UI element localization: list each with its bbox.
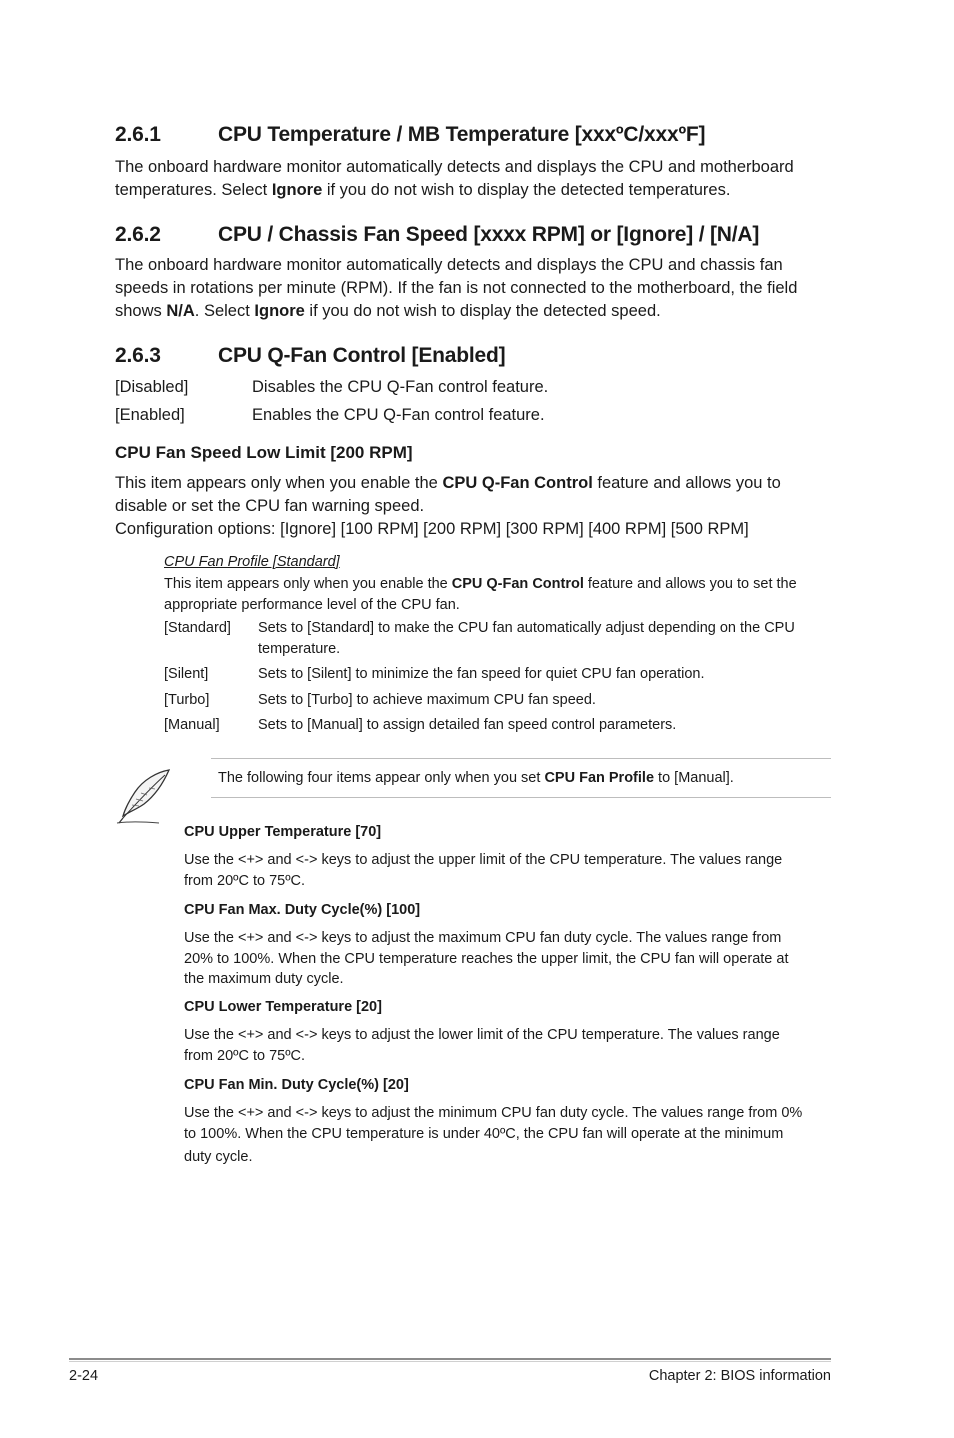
option-desc: Sets to [Standard] to make the CPU fan automatically adjust depending on the CPU temperature.	[258, 620, 795, 657]
body-line: disable or set the CPU fan warning speed.	[115, 497, 425, 515]
section-number: 2.6.2	[115, 223, 161, 246]
body-line: This item appears only when you enable the CPU Q-Fan Control feature and allows you to	[115, 474, 781, 492]
profile-option-row	[164, 690, 844, 712]
option-key: [Turbo]	[164, 692, 210, 708]
profile-body	[164, 574, 844, 615]
option-desc: Sets to [Manual] to assign detailed fan speed control parameters.	[258, 717, 677, 733]
body-line: from 20ºC to 75ºC.	[184, 872, 305, 889]
body-line: The onboard hardware monitor automatically detects and displays the CPU and motherboard	[115, 158, 794, 176]
item-title: CPU Fan Min. Duty Cycle(%) [20]	[184, 1077, 409, 1093]
item-body	[184, 1103, 844, 1168]
option-key: [Manual]	[164, 717, 220, 733]
bold-term: CPU Fan Profile	[544, 770, 655, 786]
body-line: The onboard hardware monitor automatically detects and displays the CPU and chassis fan	[115, 256, 783, 274]
body-line: speeds in rotations per minute (RPM). If the fan is not connected to the motherboard, the field	[115, 279, 798, 297]
profile-option-row	[164, 715, 844, 737]
option-row	[115, 404, 855, 428]
body-line: Use the <+> and <-> keys to adjust the minimum CPU fan duty cycle. The values range from 0%	[184, 1105, 803, 1121]
section-number: 2.6.3	[115, 344, 161, 367]
body-line: the maximum duty cycle.	[184, 971, 344, 987]
section-number: 2.6.1	[115, 123, 161, 146]
footer-rule-shadow	[69, 1361, 831, 1362]
section-2-6-2-body	[115, 254, 855, 323]
section-heading-2-6-2	[115, 223, 855, 251]
section-2-6-1-body	[115, 156, 855, 202]
option-key: [Enabled]	[115, 406, 185, 424]
profile-option-row	[164, 618, 844, 660]
item-title: CPU Upper Temperature [70]	[184, 824, 382, 840]
bold-term: Ignore	[271, 181, 323, 199]
bold-term: CPU Q-Fan Control	[451, 576, 584, 592]
bold-term: Ignore	[254, 302, 305, 320]
body-line: appropriate performance level of the CPU fan.	[164, 596, 460, 613]
option-desc: Disables the CPU Q-Fan control feature.	[252, 378, 549, 396]
profile-option-row	[164, 664, 844, 686]
note-top-rule	[211, 758, 831, 759]
item-title: CPU Fan Max. Duty Cycle(%) [100]	[184, 902, 421, 918]
option-desc: Sets to [Silent] to minimize the fan speed for quiet CPU fan operation.	[258, 666, 705, 682]
body-line: shows N/A. Select Ignore if you do not wish to display the detected speed.	[115, 302, 661, 320]
section-title: CPU Q-Fan Control [Enabled]	[218, 344, 506, 367]
bold-term: N/A	[166, 302, 195, 320]
option-key: [Disabled]	[115, 378, 189, 396]
option-key: [Silent]	[164, 666, 209, 682]
profile-title: CPU Fan Profile [Standard]	[164, 554, 340, 570]
page-number: 2-24	[69, 1368, 99, 1384]
body-line: duty cycle.	[184, 1149, 253, 1165]
item-body	[184, 850, 844, 891]
section-title: CPU Temperature / MB Temperature [xxxºC/xxxºF]	[218, 123, 706, 146]
item-body	[184, 928, 844, 990]
note-bottom-rule	[211, 797, 831, 798]
body-line: Use the <+> and <-> keys to adjust the upper limit of the CPU temperature. The values range	[184, 852, 783, 868]
footer-rule	[69, 1358, 831, 1360]
section-heading-2-6-3	[115, 344, 855, 372]
body-line: to 100%. When the CPU temperature is under 40ºC, the CPU fan will operate at the minimum	[184, 1125, 784, 1142]
body-line: from 20ºC to 75ºC.	[184, 1047, 305, 1064]
body-line: This item appears only when you enable the CPU Q-Fan Control feature and allows you to set the	[164, 576, 797, 592]
section-title: CPU / Chassis Fan Speed [xxxx RPM] or [Ignore] / [N/A]	[218, 223, 760, 246]
feather-note-icon	[113, 766, 177, 826]
item-title: CPU Lower Temperature [20]	[184, 999, 382, 1015]
bold-term: CPU Q-Fan Control	[442, 474, 593, 492]
note-text: The following four items appear only when you set CPU Fan Profile to [Manual].	[218, 770, 734, 786]
option-row	[115, 376, 855, 400]
body-line: 20% to 100%. When the CPU temperature reaches the upper limit, the CPU fan will operate at	[184, 950, 789, 967]
option-desc: Enables the CPU Q-Fan control feature.	[252, 406, 545, 424]
body-line: Use the <+> and <-> keys to adjust the maximum CPU fan duty cycle. The values range from	[184, 930, 782, 946]
section-heading-2-6-1	[115, 123, 855, 151]
item-body	[184, 1025, 844, 1066]
option-key: [Standard]	[164, 620, 231, 636]
subsection-title: CPU Fan Speed Low Limit [200 RPM]	[115, 443, 413, 462]
body-line: Use the <+> and <-> keys to adjust the lower limit of the CPU temperature. The values range	[184, 1027, 780, 1043]
low-limit-body	[115, 472, 855, 541]
body-line: temperatures. Select Ignore if you do not wish to display the detected temperatures.	[115, 181, 731, 199]
chapter-title: Chapter 2: BIOS information	[648, 1368, 831, 1384]
body-line: Configuration options: [Ignore] [100 RPM] [200 RPM] [300 RPM] [400 RPM] [500 RPM]	[115, 520, 749, 538]
option-desc: Sets to [Turbo] to achieve maximum CPU fan speed.	[258, 692, 596, 708]
